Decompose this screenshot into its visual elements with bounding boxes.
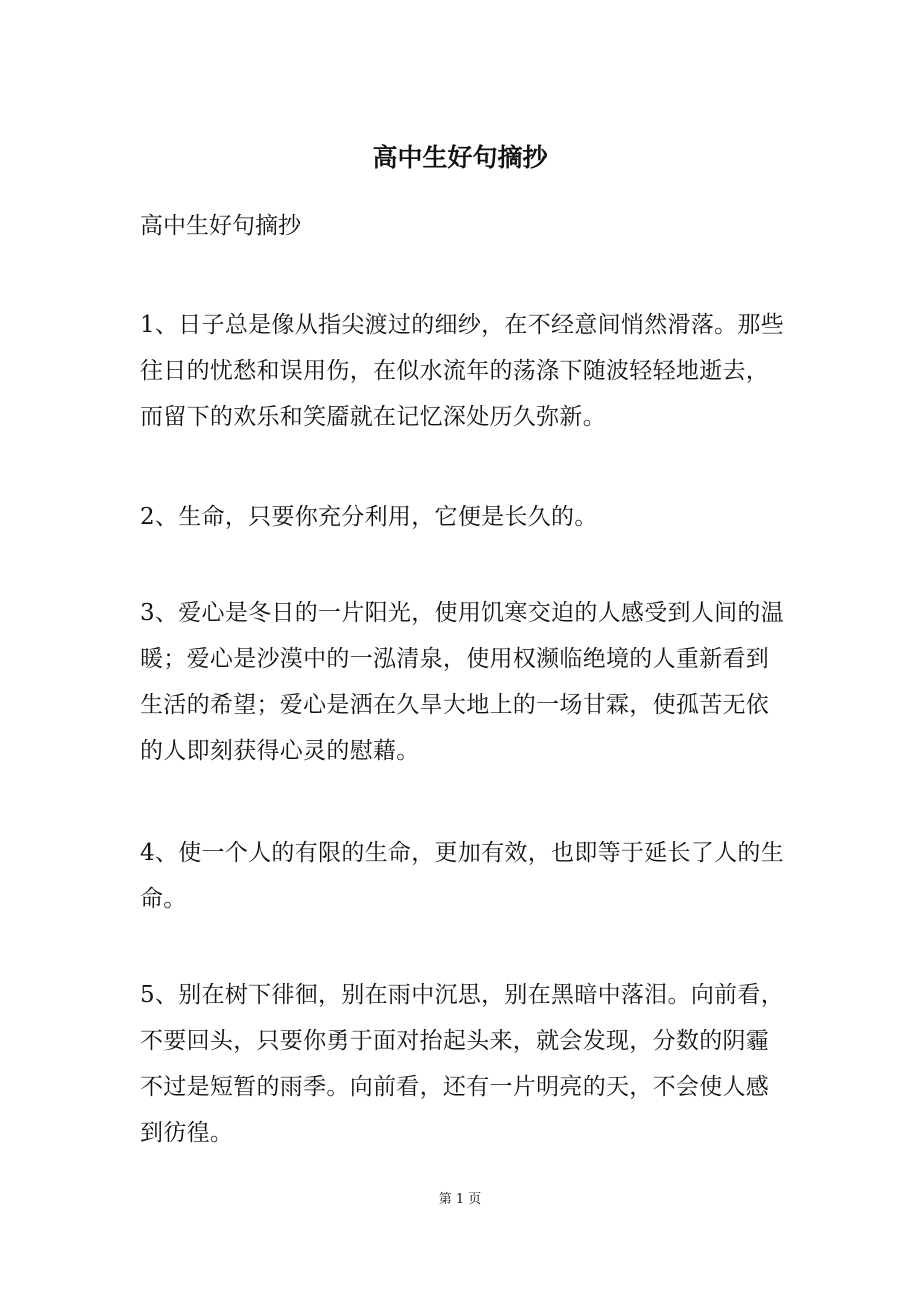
page-title: 高中生好句摘抄 <box>372 143 548 172</box>
paragraph-3: 3、爱心是冬日的一片阳光，使用饥寒交迫的人感受到人间的温暖；爱心是沙漠中的一泓清泉，使用权濒临绝境的人重新看到生活的希望；爱心是洒在久旱大地上的一场甘霖，使孤苦无依的人即刻获得心灵的慰藉。 <box>140 600 785 764</box>
page-number-footer: 第 1 页 <box>438 1192 482 1207</box>
paragraph-4: 4、使一个人的有限的生命，更加有效，也即等于延长了人的生命。 <box>140 840 785 912</box>
paragraph-2: 2、生命，只要你充分利用，它便是长久的。 <box>140 504 598 530</box>
document-subtitle: 高中生好句摘抄 <box>140 213 301 239</box>
paragraph-5: 5、别在树下徘徊，别在雨中沉思，别在黑暗中落泪。向前看，不要回头，只要你勇于面对抬起头来，就会发现，分数的阴霾不过是短暂的雨季。向前看，还有一片明亮的天，不会使人感到彷徨。 <box>140 982 785 1146</box>
paragraph-1: 1、日子总是像从指尖渡过的细纱，在不经意间悄然滑落。那些往日的忧愁和误用伤，在似水流年的荡涤下随波轻轻地逝去，而留下的欢乐和笑靥就在记忆深处历久弥新。 <box>140 312 785 430</box>
